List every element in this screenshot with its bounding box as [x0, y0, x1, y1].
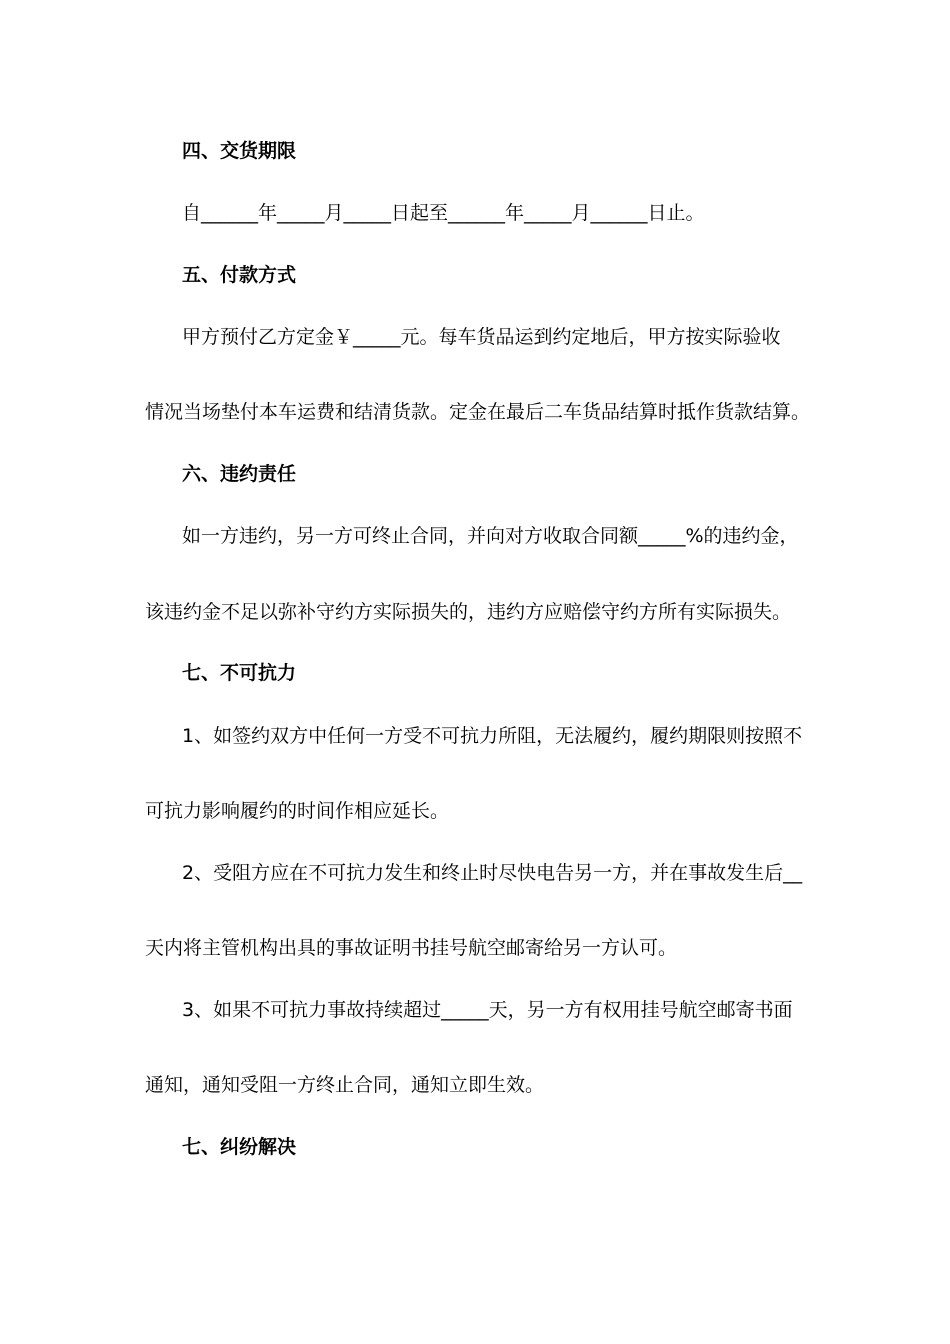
section-heading: 七、纠纷解决	[182, 1136, 297, 1158]
paragraph-line: 1、如签约双方中任何一方受不可抗力所阻，无法履约，履约期限则按照不	[182, 725, 803, 747]
paragraph-line: 情况当场垫付本车运费和结清货款。定金在最后二车货品结算时抵作货款结算。	[145, 401, 811, 423]
paragraph-line: 该违约金不足以弥补守约方实际损失的，违约方应赔偿守约方所有实际损失。	[145, 601, 792, 623]
paragraph-line: 如一方违约，另一方可终止合同，并向对方收取合同额_____%的违约金，	[182, 525, 799, 547]
section-heading: 五、付款方式	[182, 264, 297, 286]
section-heading: 四、交货期限	[182, 140, 297, 162]
paragraph-line: 自______年_____月_____日起至______年_____月______日止。	[182, 202, 705, 224]
section-heading: 六、违约责任	[182, 463, 297, 485]
paragraph-line: 可抗力影响履约的时间作相应延长。	[145, 800, 450, 822]
paragraph-line: 2、受阻方应在不可抗力发生和终止时尽快电告另一方，并在事故发生后__	[182, 862, 803, 884]
section-heading: 七、不可抗力	[182, 662, 297, 684]
paragraph-line: 通知，通知受阻一方终止合同，通知立即生效。	[145, 1074, 545, 1096]
paragraph-line: 甲方预付乙方定金￥_____元。每车货品运到约定地后，甲方按实际验收	[182, 326, 781, 348]
paragraph-line: 天内将主管机构出具的事故证明书挂号航空邮寄给另一方认可。	[145, 937, 678, 959]
paragraph-line: 3、如果不可抗力事故持续超过_____天，另一方有权用挂号航空邮寄书面	[182, 999, 793, 1021]
